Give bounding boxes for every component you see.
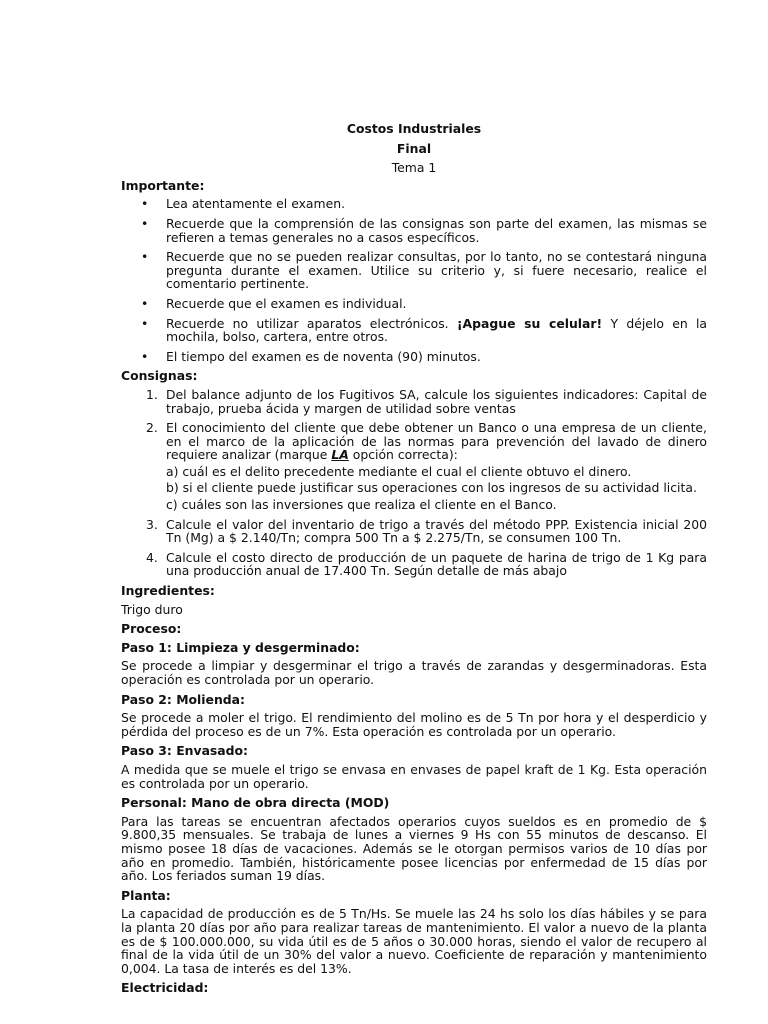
importante-item	[121, 317, 707, 344]
document-content	[121, 122, 707, 1000]
consignas-list	[121, 388, 707, 578]
importante-item-text: Lea atentamente el examen.	[166, 196, 346, 212]
planta-heading: Planta:	[121, 887, 171, 903]
importante-item-text: Recuerde que no se pueden realizar consultas, por lo tanto, no se contestará ninguna pregunta durante el examen. Utilice su criterio y, si fuere necesario, realice el comentario pertinente.	[166, 249, 707, 292]
la-emphasis: LA	[331, 447, 349, 463]
consignas-heading: Consignas:	[121, 368, 198, 384]
paso2-heading: Paso 2: Molienda:	[121, 691, 245, 707]
importante-heading: Importante:	[121, 177, 205, 193]
bullet-icon: •	[141, 348, 149, 364]
bullet-icon: •	[141, 249, 149, 265]
consigna-item-2	[121, 421, 707, 512]
consigna-number: 3.	[146, 516, 158, 532]
importante-item	[121, 297, 707, 311]
importante-item-text-before: Recuerde no utilizar aparatos electrónicos.	[166, 315, 457, 331]
paso2-text: Se procede a moler el trigo. El rendimiento del molino es de 5 Tn por hora y el desperdicio y pérdida del proceso es de un 7%. Esta operación es controlada por un operario.	[121, 710, 707, 739]
apague-celular-emphasis: ¡Apague su celular!	[456, 315, 603, 331]
importante-item-text: El tiempo del examen es de noventa (90) minutos.	[166, 348, 481, 364]
ingredientes-text: Trigo duro	[121, 601, 183, 617]
planta-text: La capacidad de producción es de 5 Tn/Hs. Se muele las 24 hs solo los días hábiles y se para la planta 20 días por año para realizar tareas de mantenimiento. El valor a nuevo de la planta es de $ 100.000.000, su vida útil es de 5 años o 30.000 horas, siendo el valor de recupero al final de la vida útil de un 30% del valor a nuevo. Coeficiente de reparación y mantenimiento 0,004. La tasa de interés es del 13%.	[121, 906, 707, 976]
paso1-heading: Paso 1: Limpieza y desgerminado:	[121, 639, 360, 655]
importante-item-text: Recuerde que la comprensión de las consignas son parte del examen, las mismas se refieren a temas generales no a casos específicos.	[166, 215, 707, 245]
consigna-item-3	[121, 518, 707, 545]
consigna-text: Calcule el costo directo de producción de un paquete de harina de trigo de 1 Kg para una producción anual de 17.400 Tn. Según detalle de más abajo	[166, 549, 707, 579]
paso3-heading: Paso 3: Envasado:	[121, 743, 248, 759]
consigna-option-b: b) si el cliente puede justificar sus operaciones con los ingresos de su actividad licita.	[166, 480, 697, 496]
proceso-heading: Proceso:	[121, 621, 182, 637]
consigna-option-c: c) cuáles son las inversiones que realiza el cliente en el Banco.	[166, 497, 557, 513]
electricidad-heading: Electricidad:	[121, 980, 209, 996]
document-title: Costos Industriales	[346, 121, 482, 136]
bullet-icon: •	[141, 295, 149, 311]
importante-item-text: Recuerde que el examen es individual.	[166, 295, 407, 311]
consigna-option-a: a) cuál es el delito precedente mediante el cual el cliente obtuvo el dinero.	[166, 463, 632, 479]
consigna-number: 1.	[146, 386, 158, 402]
ingredientes-heading: Ingredientes:	[121, 583, 215, 599]
personal-text: Para las tareas se encuentran afectados operarios cuyos sueldos es en promedio de $ 9.800,35 mensuales. Se trabaja de lunes a viernes 9 Hs con 55 minutos de descanso. El mismo posee 18 días de vacaciones. Además se le otorgan permisos varios de 10 días por año en promedio. También, históricamente posee licencias por enfermedad de 15 días por año. Los feriados suman 19 días.	[121, 813, 707, 884]
importante-item	[121, 217, 707, 244]
bullet-icon: •	[141, 315, 149, 331]
importante-item-text-after: Y déjelo en la mochila, bolso, cartera, entre otros.	[166, 315, 707, 345]
consigna-text: Del balance adjunto de los Fugitivos SA, calcule los siguientes indicadores: Capital de trabajo, prueba ácida y margen de utilidad sobre ventas	[166, 386, 707, 416]
personal-heading: Personal: Mano de obra directa (MOD)	[121, 795, 390, 811]
bullet-icon: •	[141, 196, 149, 212]
consigna-text-after: opción correcta):	[348, 447, 458, 463]
importante-item	[121, 250, 707, 291]
bullet-icon: •	[141, 215, 149, 231]
consigna-number: 2.	[146, 420, 158, 436]
document-subtitle: Final	[396, 140, 432, 156]
importante-item	[121, 197, 707, 211]
importante-item	[121, 350, 707, 364]
paso3-text: A medida que se muele el trigo se envasa en envases de papel kraft de 1 Kg. Esta operación es controlada por un operario.	[121, 761, 707, 791]
importante-list	[121, 197, 707, 363]
document-tema: Tema 1	[391, 160, 437, 176]
consigna-item-1	[121, 388, 707, 415]
consigna-text: Calcule el valor del inventario de trigo a través del método PPP. Existencia inicial 200 Tn (Mg) a $ 2.140/Tn; compra 500 Tn a $ 2.275/Tn, se consumen 100 Tn.	[166, 516, 707, 546]
consigna-text-before: El conocimiento del cliente que debe obtener un Banco o una empresa de un cliente, en el marco de la aplicación de las normas para prevención del lavado de dinero requiere analizar (marque	[166, 420, 707, 463]
paso1-text: Se procede a limpiar y desgerminar el trigo a través de zarandas y desgerminadoras. Esta operación es controlada por un operario.	[121, 658, 707, 687]
consigna-number: 4.	[146, 549, 158, 565]
consigna-item-4	[121, 551, 707, 578]
